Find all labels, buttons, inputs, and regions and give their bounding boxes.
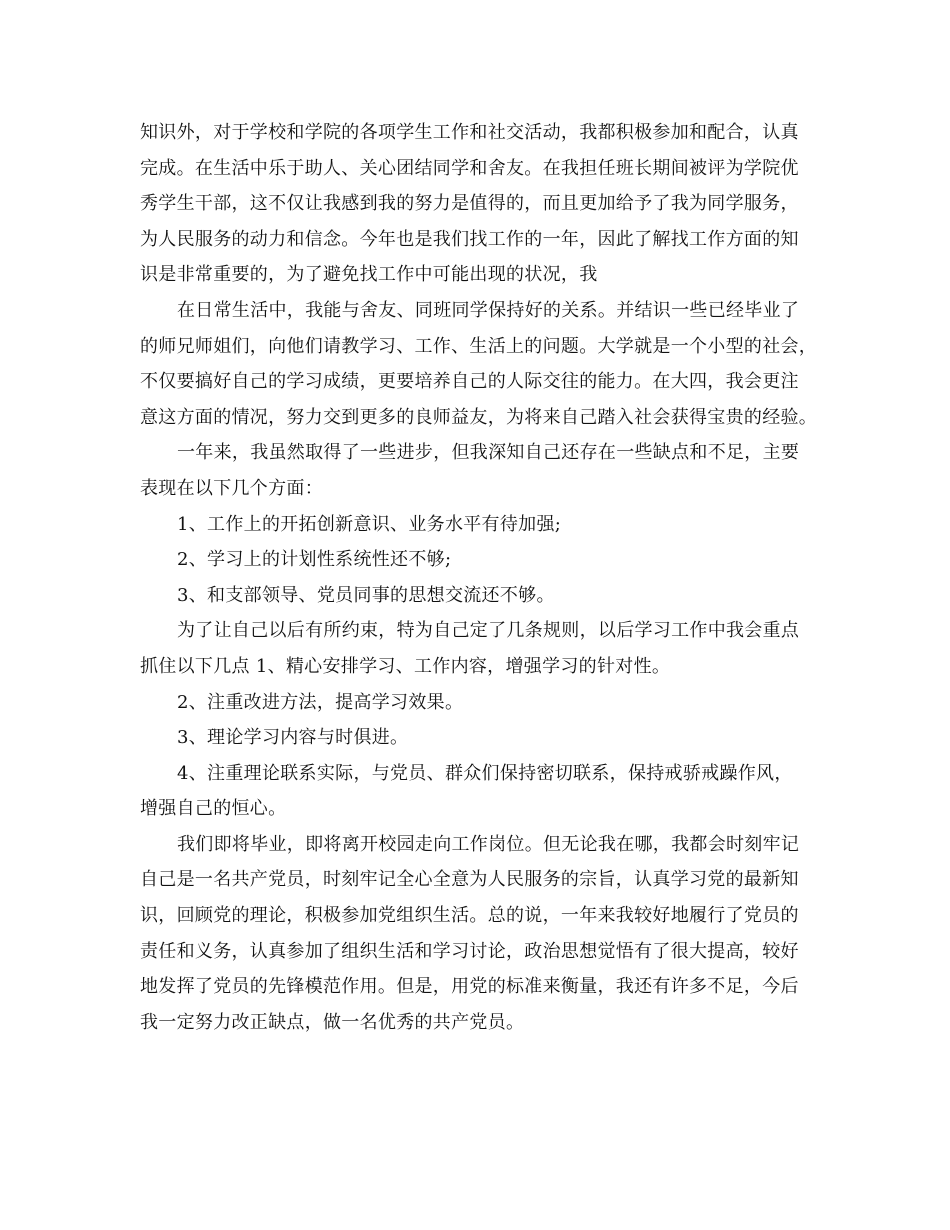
list-item: 2、注重改进方法，提高学习效果。 xyxy=(177,691,464,713)
text-line: 增强自己的恒心。 xyxy=(140,798,287,820)
text-line: 自己是一名共产党员，时刻牢记全心全意为人民服务的宗旨，认真学习党的最新知 xyxy=(140,869,799,891)
text-line: 为人民服务的动力和信念。今年也是我们找工作的一年，因此了解找工作方面的知 xyxy=(140,228,799,250)
list-item: 1、工作上的开拓创新意识、业务水平有待加强; xyxy=(177,513,562,535)
text-line: 一年来，我虽然取得了一些进步，但我深知自己还存在一些缺点和不足，主要 xyxy=(177,442,800,464)
text-line: 表现在以下几个方面： xyxy=(140,477,323,499)
text-line: 在日常生活中，我能与舍友、同班同学保持好的关系。并结识一些已经毕业了 xyxy=(177,299,800,321)
list-item: 4、注重理论联系实际，与党员、群众们保持密切联系，保持戒骄戒躁作风， xyxy=(177,762,793,784)
list-item: 2、学习上的计划性系统性还不够; xyxy=(177,549,452,571)
text-line: 抓住以下几点 1、精心安排学习、工作内容，增强学习的针对性。 xyxy=(140,655,671,677)
text-line: 我们即将毕业，即将离开校园走向工作岗位。但无论我在哪，我都会时刻牢记 xyxy=(177,833,800,855)
text-line: 完成。在生活中乐于助人、关心团结同学和舍友。在我担任班长期间被评为学院优 xyxy=(140,157,799,179)
text-line: 我一定努力改正缺点，做一名优秀的共产党员。 xyxy=(140,1011,525,1033)
text-line: 意这方面的情况，努力交到更多的良师益友，为将来自己踏入社会获得宝贵的经验。 xyxy=(140,406,818,428)
list-item: 3、和支部领导、党员同事的思想交流还不够。 xyxy=(177,584,555,606)
text-line: 识是非常重要的，为了避免找工作中可能出现的状况，我 xyxy=(140,264,598,286)
text-line: 地发挥了党员的先锋模范作用。但是，用党的标准来衡量，我还有许多不足，今后 xyxy=(140,976,799,998)
list-item: 3、理论学习内容与时俱进。 xyxy=(177,727,409,749)
text-line: 的师兄师姐们，向他们请教学习、工作、生活上的问题。大学就是一个小型的社会， xyxy=(140,335,818,357)
text-line: 不仅要搞好自己的学习成绩，更要培养自己的人际交往的能力。在大四，我会更注 xyxy=(140,371,799,393)
text-line: 秀学生干部，这不仅让我感到我的努力是值得的，而且更加给予了我为同学服务， xyxy=(140,193,799,215)
text-line: 知识外，对于学校和学院的各项学生工作和社交活动，我都积极参加和配合，认真 xyxy=(140,122,799,143)
text-line: 为了让自己以后有所约束，特为自己定了几条规则，以后学习工作中我会重点 xyxy=(177,620,800,642)
text-line: 识，回顾党的理论，积极参加党组织生活。总的说，一年来我较好地履行了党员的 xyxy=(140,905,799,927)
document-body xyxy=(140,115,830,1040)
text-line: 责任和义务，认真参加了组织生活和学习讨论，政治思想觉悟有了很大提高，较好 xyxy=(140,940,799,962)
